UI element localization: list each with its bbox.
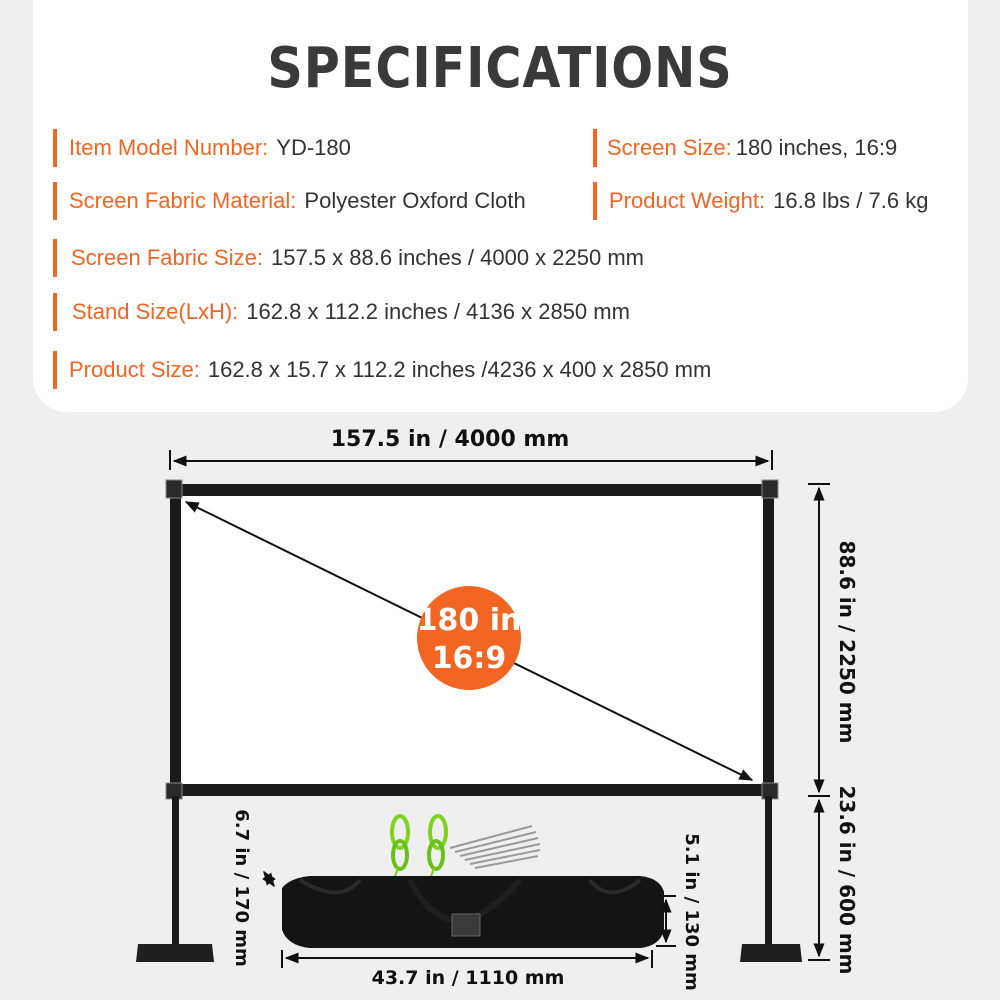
height-dimension (808, 484, 859, 796)
bottom-bar (170, 784, 774, 796)
top-bar (170, 484, 774, 496)
page-title: SPECIFICATIONS (267, 36, 733, 101)
bag-height-left-dimension (231, 809, 274, 967)
bag-height-right-label: 5.1 in / 130 mm (681, 833, 702, 991)
screen-size-badge (417, 586, 522, 690)
spec-label-screen-size: Screen Size: (607, 135, 732, 160)
spec-value-model: YD-180 (276, 135, 351, 160)
left-foot (136, 944, 214, 962)
spec-value-fabric-size: 157.5 x 88.6 inches / 4000 x 2250 mm (270, 245, 644, 270)
width-dimension (170, 427, 772, 470)
ground-stakes-icon (450, 826, 540, 868)
spec-value-weight: 16.8 lbs / 7.6 kg (773, 188, 929, 213)
width-label: 157.5 in / 4000 mm (330, 427, 570, 452)
right-leg (765, 796, 772, 946)
right-foot (740, 944, 802, 962)
height-label: 88.6 in / 2250 mm (835, 540, 859, 744)
spec-label-stand-size: Stand Size(LxH): (72, 299, 239, 324)
spec-label-fabric-material: Screen Fabric Material: (69, 188, 297, 213)
spec-label-product-size: Product Size: (69, 357, 200, 382)
spec-label-fabric-size: Screen Fabric Size: (71, 245, 263, 270)
spec-label-weight: Product Weight: (609, 188, 766, 213)
spec-value-stand-size: 162.8 x 112.2 inches / 4136 x 2850 mm (246, 299, 630, 324)
badge-size-text: 180 in (416, 603, 522, 638)
bag-length-label: 43.7 in / 1110 mm (371, 967, 565, 989)
stand-dimension (808, 785, 859, 974)
spec-value-product-size: 162.8 x 15.7 x 112.2 inches /4236 x 400 x 2850 mm (207, 357, 712, 382)
stand-height-label: 23.6 in / 600 mm (835, 785, 859, 975)
badge-ratio-text: 16:9 (431, 641, 507, 676)
bag-length-dimension (282, 950, 652, 989)
spec-value-fabric-material: Polyester Oxford Cloth (304, 188, 526, 213)
left-frame (170, 484, 181, 796)
left-leg (172, 796, 179, 946)
spec-value-screen-size: 180 inches, 16:9 (735, 135, 898, 160)
right-frame (763, 484, 774, 796)
spec-label-model: Item Model Number: (69, 135, 269, 160)
carry-bag-icon (282, 876, 664, 948)
bag-height-left-label: 6.7 in / 170 mm (231, 809, 252, 967)
